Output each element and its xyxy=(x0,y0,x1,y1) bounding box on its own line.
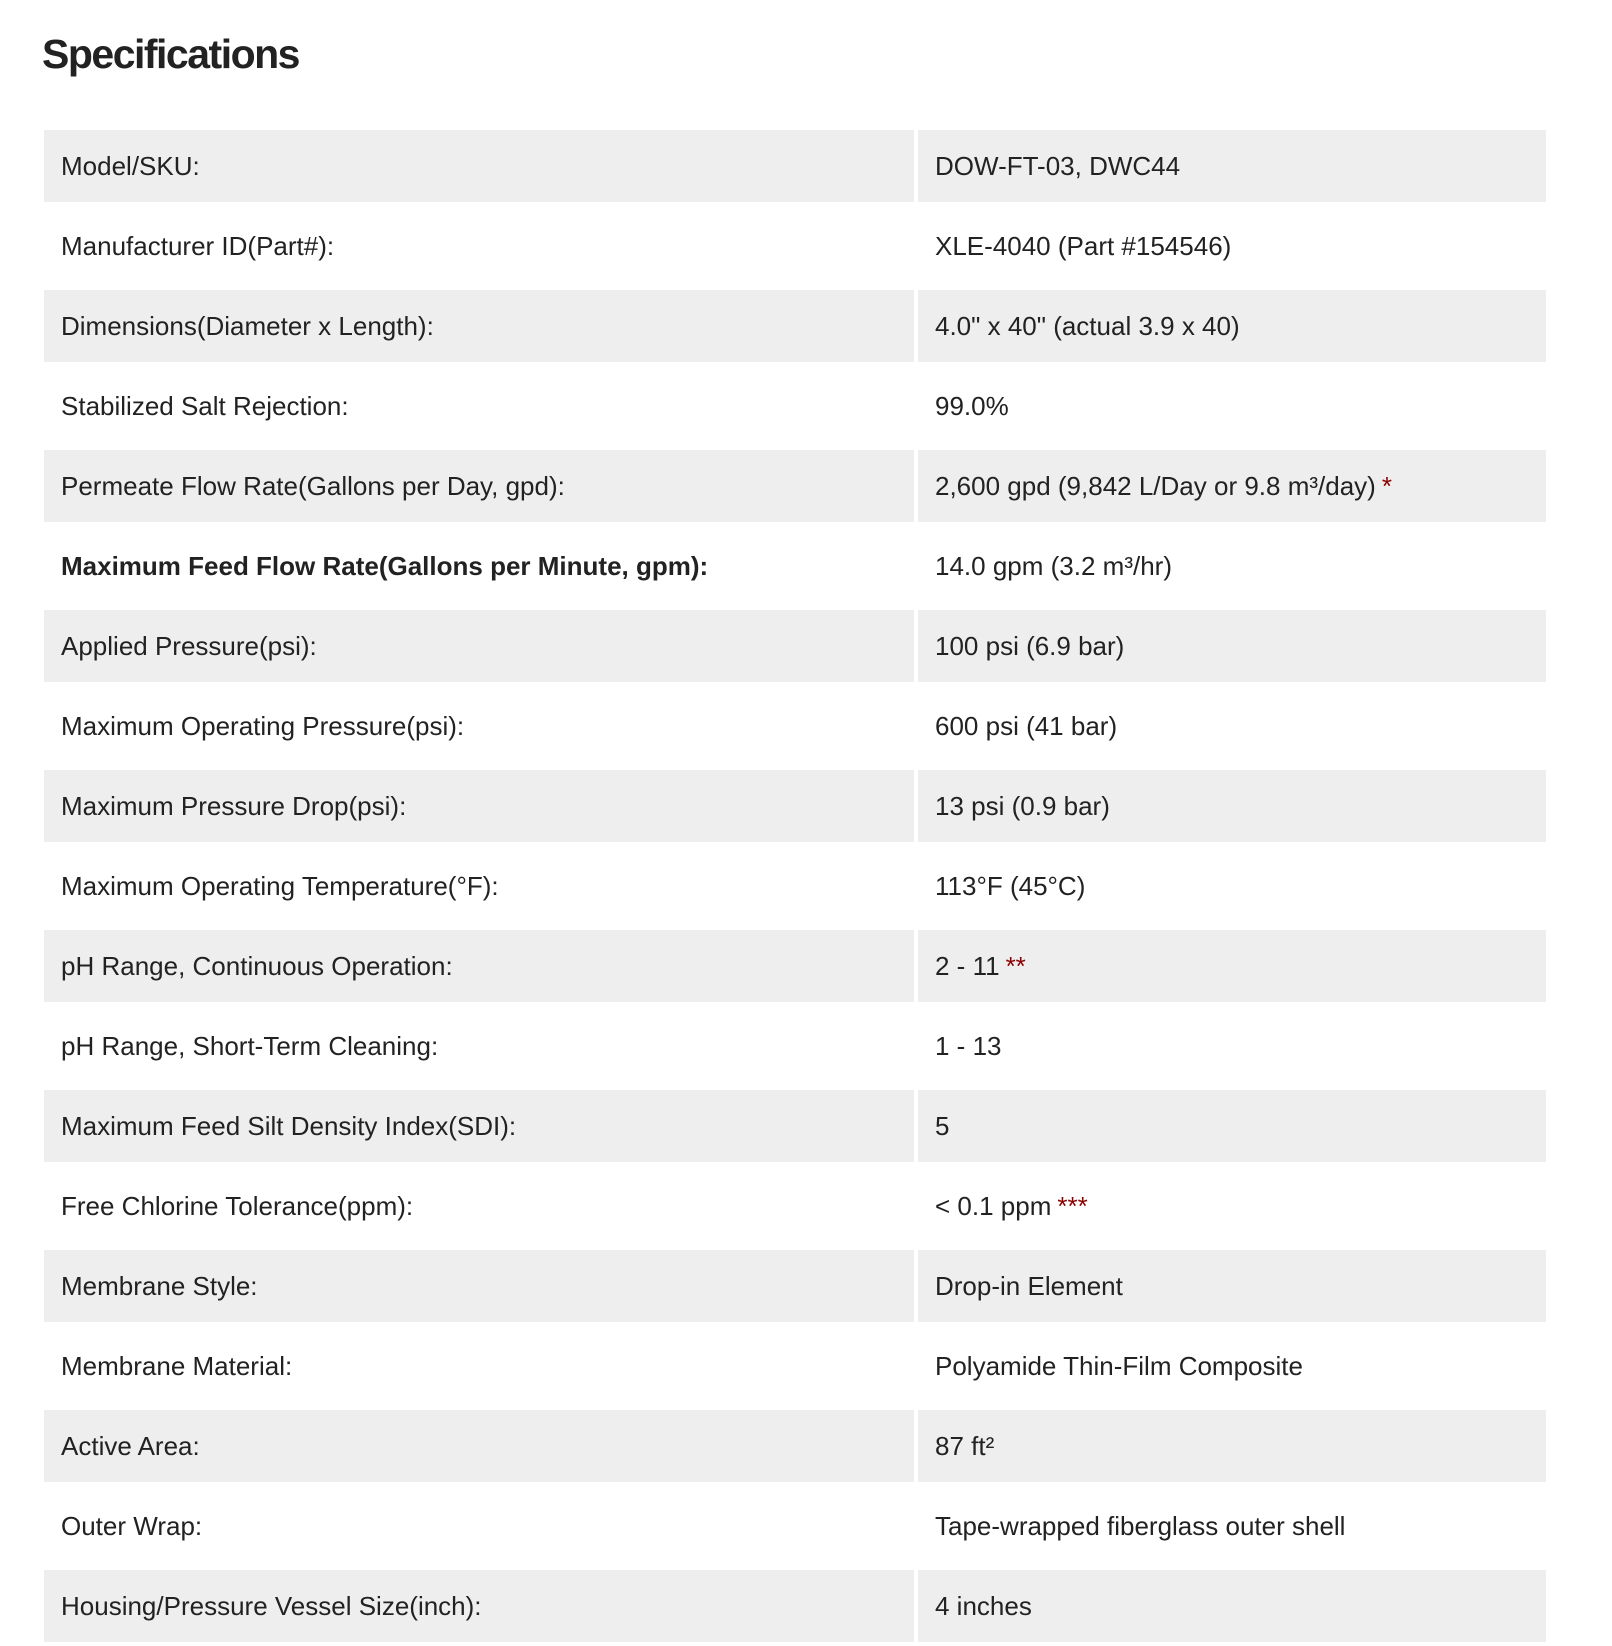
spec-value-text: 5 xyxy=(935,1110,950,1141)
page-title: Specifications xyxy=(42,31,299,77)
table-row xyxy=(44,1326,1546,1406)
table-row xyxy=(44,1086,1546,1166)
spec-value-text: 87 ft² xyxy=(935,1430,995,1461)
spec-label: Maximum Operating Temperature(°F): xyxy=(44,846,918,926)
spec-value-text: 14.0 gpm (3.2 m³/hr) xyxy=(935,550,1172,581)
spec-value-text: < 0.1 ppm xyxy=(935,1190,1052,1221)
spec-label: pH Range, Short-Term Cleaning: xyxy=(44,1006,918,1086)
spec-value xyxy=(918,846,1546,926)
table-row xyxy=(44,366,1546,446)
spec-value-text: Tape-wrapped fiberglass outer shell xyxy=(935,1510,1346,1541)
specifications-table xyxy=(44,126,1546,1646)
spec-value-text: 2,600 gpd (9,842 L/Day or 9.8 m³/day) xyxy=(935,470,1376,501)
spec-label: Stabilized Salt Rejection: xyxy=(44,366,918,446)
spec-value xyxy=(918,1006,1546,1086)
table-row xyxy=(44,846,1546,926)
spec-value xyxy=(918,606,1546,686)
spec-label: Maximum Pressure Drop(psi): xyxy=(44,766,918,846)
spec-label: Permeate Flow Rate(Gallons per Day, gpd): xyxy=(44,446,918,526)
spec-value-text: 100 psi (6.9 bar) xyxy=(935,630,1125,661)
spec-value-text: 4.0" x 40" (actual 3.9 x 40) xyxy=(935,310,1240,341)
spec-value-text: 13 psi (0.9 bar) xyxy=(935,790,1110,821)
table-row xyxy=(44,126,1546,206)
table-row xyxy=(44,1486,1546,1566)
spec-value xyxy=(918,926,1546,1006)
spec-label: Maximum Operating Pressure(psi): xyxy=(44,686,918,766)
spec-value xyxy=(918,366,1546,446)
spec-value xyxy=(918,446,1546,526)
table-row xyxy=(44,206,1546,286)
spec-value xyxy=(918,686,1546,766)
table-row xyxy=(44,1566,1546,1646)
spec-label: pH Range, Continuous Operation: xyxy=(44,926,918,1006)
spec-label: Applied Pressure(psi): xyxy=(44,606,918,686)
spec-value xyxy=(918,1326,1546,1406)
spec-value xyxy=(918,206,1546,286)
spec-label: Dimensions(Diameter x Length): xyxy=(44,286,918,366)
spec-value-text: 2 - 11 xyxy=(935,950,1000,981)
table-row xyxy=(44,926,1546,1006)
spec-value-text: Drop-in Element xyxy=(935,1270,1123,1301)
spec-label: Manufacturer ID(Part#): xyxy=(44,206,918,286)
footnote-marker: ** xyxy=(1005,950,1026,981)
table-row xyxy=(44,446,1546,526)
spec-value xyxy=(918,126,1546,206)
spec-label: Membrane Style: xyxy=(44,1246,918,1326)
spec-value-text: DOW-FT-03, DWC44 xyxy=(935,150,1181,181)
spec-value xyxy=(918,766,1546,846)
table-row xyxy=(44,1406,1546,1486)
spec-label: Housing/Pressure Vessel Size(inch): xyxy=(44,1566,918,1646)
spec-label: Model/SKU: xyxy=(44,126,918,206)
spec-value xyxy=(918,1166,1546,1246)
spec-value xyxy=(918,1086,1546,1166)
table-row xyxy=(44,1006,1546,1086)
spec-value xyxy=(918,1486,1546,1566)
spec-value-text: 99.0% xyxy=(935,390,1009,421)
spec-value-text: XLE-4040 (Part #154546) xyxy=(935,230,1232,261)
spec-value xyxy=(918,1246,1546,1326)
table-row xyxy=(44,526,1546,606)
spec-value-text: 600 psi (41 bar) xyxy=(935,710,1118,741)
spec-label: Active Area: xyxy=(44,1406,918,1486)
table-row xyxy=(44,766,1546,846)
footnote-marker: *** xyxy=(1057,1190,1088,1221)
table-row xyxy=(44,1166,1546,1246)
table-row xyxy=(44,1246,1546,1326)
spec-value-text: 1 - 13 xyxy=(935,1030,1002,1061)
spec-value-text: Polyamide Thin-Film Composite xyxy=(935,1350,1303,1381)
spec-value xyxy=(918,1566,1546,1646)
table-row xyxy=(44,286,1546,366)
spec-value xyxy=(918,526,1546,606)
table-row xyxy=(44,686,1546,766)
spec-label: Maximum Feed Silt Density Index(SDI): xyxy=(44,1086,918,1166)
spec-value-text: 4 inches xyxy=(935,1590,1032,1621)
spec-label: Membrane Material: xyxy=(44,1326,918,1406)
table-row xyxy=(44,606,1546,686)
spec-value-text: 113°F (45°C) xyxy=(935,870,1086,901)
spec-label: Maximum Feed Flow Rate(Gallons per Minute, gpm): xyxy=(44,526,918,606)
spec-value xyxy=(918,286,1546,366)
footnote-marker: * xyxy=(1381,470,1392,501)
spec-label: Outer Wrap: xyxy=(44,1486,918,1566)
spec-value xyxy=(918,1406,1546,1486)
spec-label: Free Chlorine Tolerance(ppm): xyxy=(44,1166,918,1246)
